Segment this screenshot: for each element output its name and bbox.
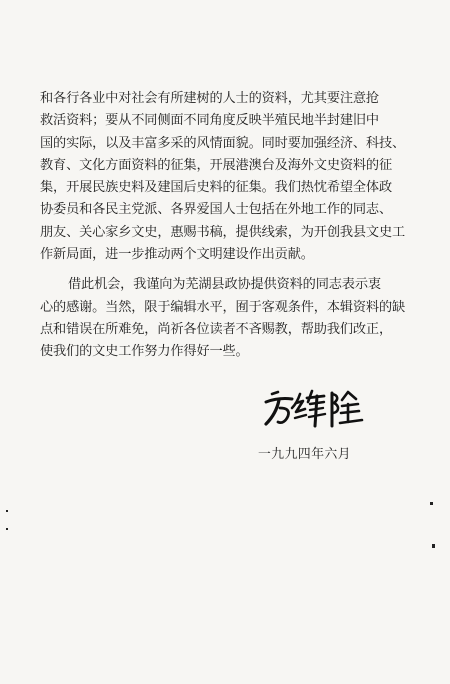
paragraph-1-line-3: 国的实际，以及丰富多采的风情面貌。同时要加强经济、科技、 <box>40 135 406 151</box>
paragraph-1-line-4: 教育、文化方面资料的征集，开展港澳台及海外文史资料的征 <box>40 157 393 173</box>
paragraph-1-line-8: 作新局面，进一步推动两个文明建设作出贡献。 <box>40 247 314 263</box>
paragraph-2-line-1: 借此机会，我谨向为芜湖县政协提供资料的同志表示衷 <box>68 277 381 293</box>
body-text <box>40 88 412 364</box>
handwritten-signature <box>262 386 372 430</box>
signature-mark <box>262 386 372 430</box>
paragraph-2-line-4: 使我们的文史工作努力作得好一些。 <box>40 344 249 360</box>
paragraph-1-line-5: 集，开展民族史料及建国后史料的征集。我们热忱希望全体政 <box>40 180 393 196</box>
paragraph-1-line-1: 和各行各业中对社会有所建树的人士的资料，尤其要注意抢 <box>40 91 379 106</box>
scan-speck <box>6 528 8 530</box>
paragraph-1-line-7: 朋友、关心家乡文史，惠赐书稿，提供线索，为开创我县文史工 <box>40 224 406 240</box>
scan-speck <box>432 544 435 548</box>
paragraph-1-line-6: 协委员和各民主党派、各界爱国人士包括在外地工作的同志、 <box>40 202 393 218</box>
document-date: 一九九四年六月 <box>258 447 352 462</box>
scan-speck <box>430 502 433 505</box>
scan-speck <box>6 510 8 512</box>
paragraph-2-line-2: 心的感谢。当然，限于编辑水平，囿于客观条件，本辑资料的缺 <box>40 299 406 315</box>
paragraph-2-line-3: 点和错误在所难免，尚祈各位读者不吝赐教，帮助我们改正， <box>40 321 393 337</box>
paragraph-1-line-2: 救活资料；要从不同侧面不同角度反映半殖民地半封建旧中 <box>40 113 379 129</box>
